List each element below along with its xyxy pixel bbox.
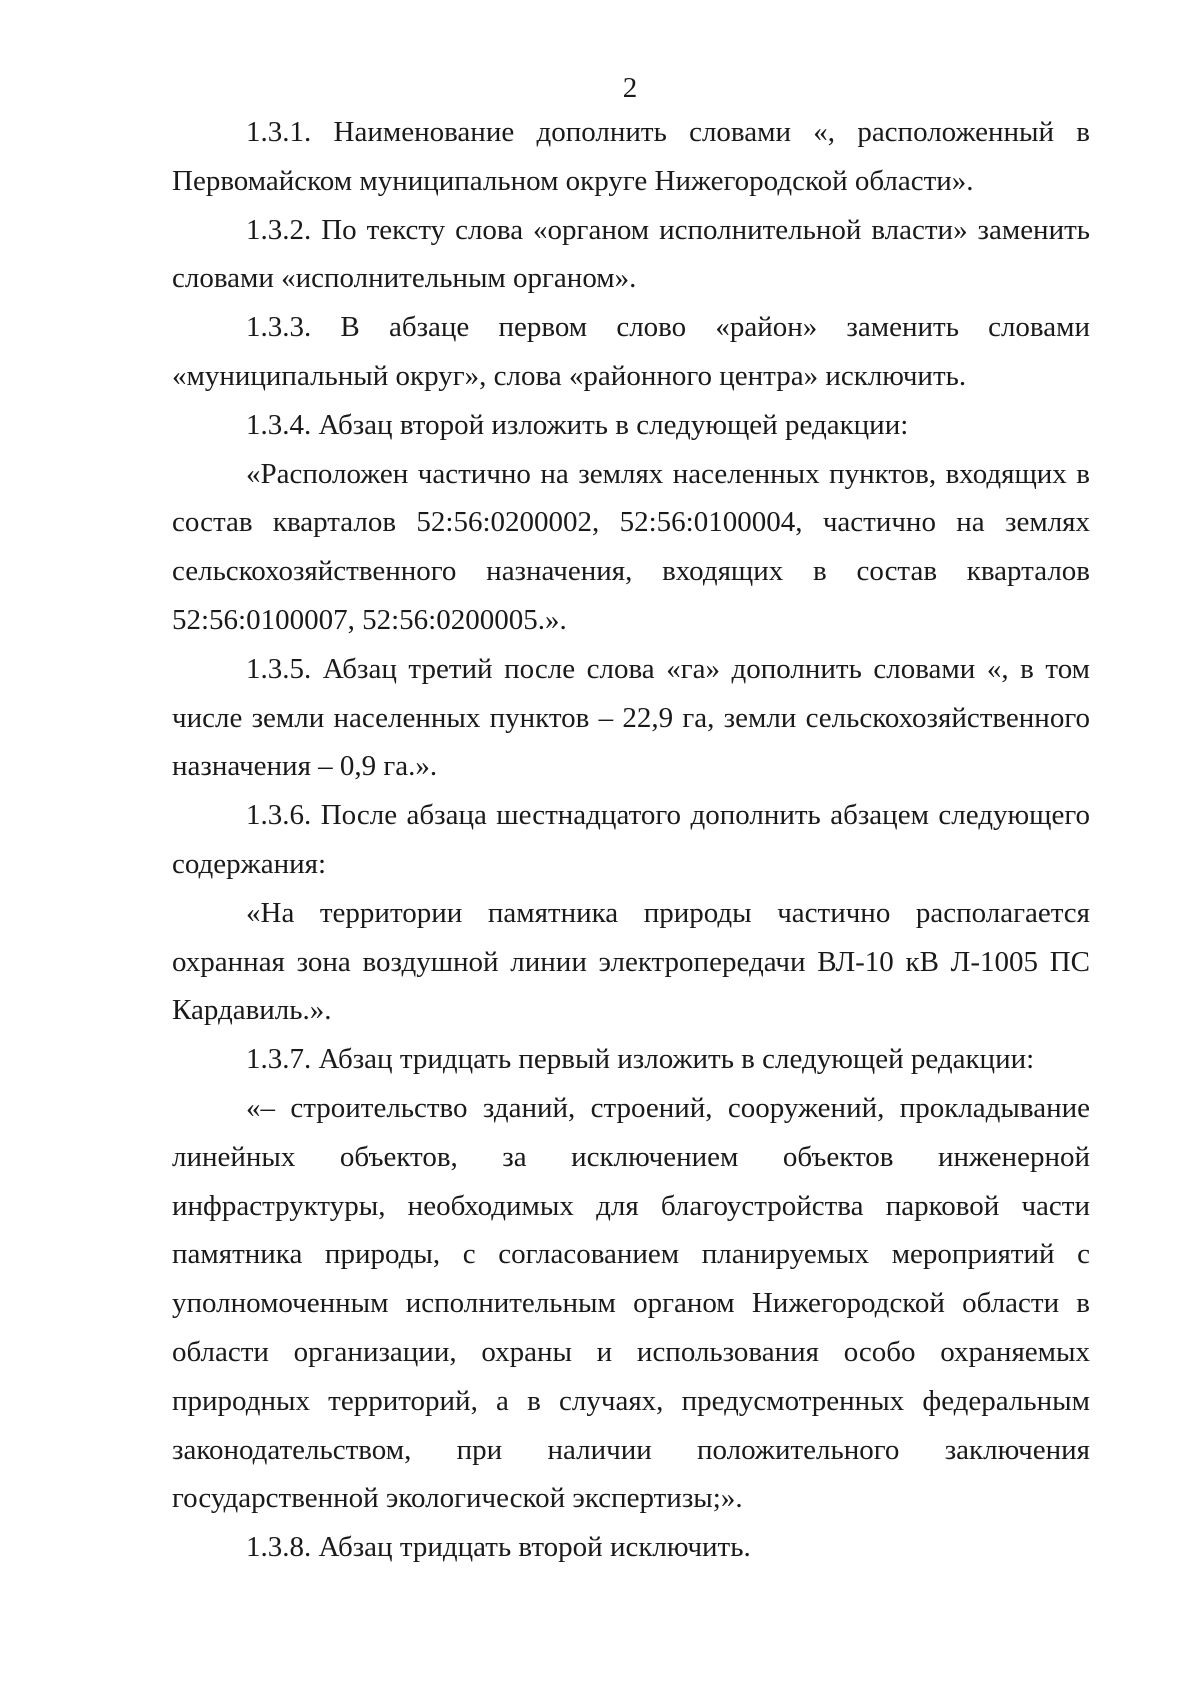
document-body	[172, 108, 1090, 1572]
paragraph-1-3-7: 1.3.7. Абзац тридцать первый изложить в следующей редакции:	[246, 1043, 1035, 1076]
paragraph-1-3-4: 1.3.4. Абзац второй изложить в следующей редакции:	[246, 408, 909, 441]
paragraph-1-3-5: 1.3.5. Абзац третий после слова «га» дополнить словами «, в том числе земли населенных пунктов – 22,9 га, земли сельскохозяйственного назначения – 0,9 га.».	[172, 652, 1090, 783]
page-number: 2	[622, 72, 638, 104]
paragraph-1-3-6: 1.3.6. После абзаца шестнадцатого дополнить абзацем следующего содержания:	[172, 799, 1090, 880]
paragraph-1-3-8: 1.3.8. Абзац тридцать второй исключить.	[246, 1531, 751, 1564]
paragraph-1-3-1: 1.3.1. Наименование дополнить словами «, расположенный в Первомайском муниципальном округе Нижегородской области».	[172, 116, 1090, 197]
quoted-text-1-3-7: «– строительство зданий, строений, сооружений, прокладывание линейных объектов, за исключением объектов инженерной инфраструктуры, необходимых для благоустройства парковой части памятника природы, с согласованием планируемых мероприятий с уполномоченным исполнительным органом Нижегородской области в области организации, охраны и использования особо охраняемых природных территорий, а в случаях, предусмотренных федеральным законодательством, при наличии положительного заключения государственной экологической экспертизы;».	[172, 1091, 1090, 1515]
quoted-text-1-3-4: «Расположен частично на землях населенных пунктов, входящих в состав кварталов 52:56:0200002, 52:56:0100004, частично на землях сельскохозяйственного назначения, входящих в состав кварталов 52:56:0100007, 52:56:0200005.».	[172, 457, 1090, 636]
paragraph-1-3-2: 1.3.2. По тексту слова «органом исполнительной власти» заменить словами «исполнительным органом».	[172, 213, 1090, 295]
paragraph-1-3-3: 1.3.3. В абзаце первом слово «район» заменить словами «муниципальный округ», слова «районного центра» исключить.	[172, 311, 1090, 392]
quoted-text-1-3-6: «На территории памятника природы частично располагается охранная зона воздушной линии электропередачи ВЛ-10 кВ Л-1005 ПС Кардавиль.».	[172, 896, 1090, 1027]
